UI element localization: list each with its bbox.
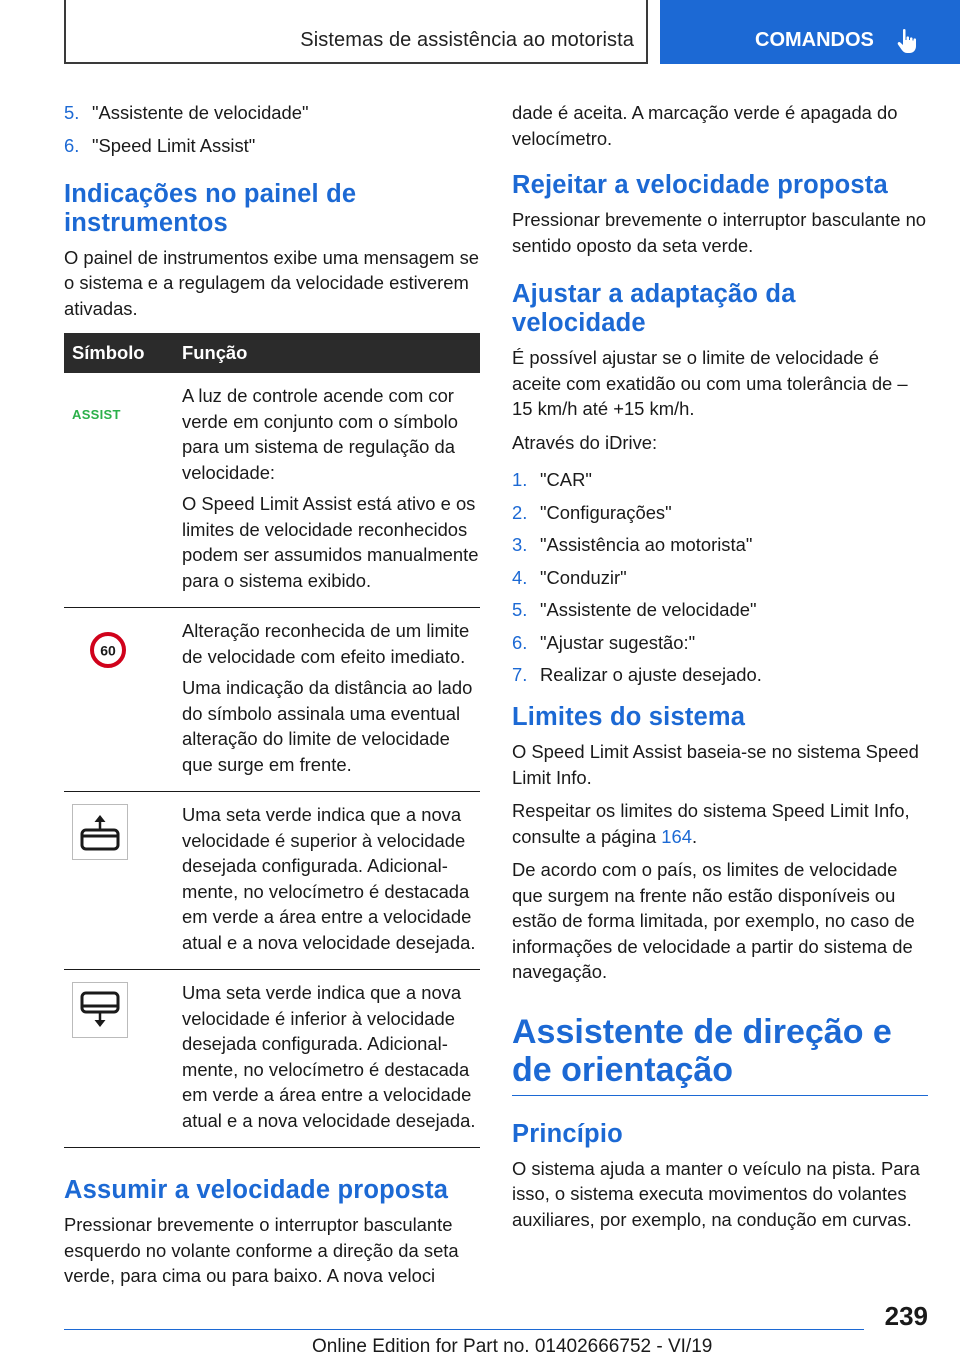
paragraph-rejeitar: Pressionar brevemente o interruptor basculante no sentido oposto da seta verde.: [512, 209, 927, 256]
header-chapter-title: Sistemas de assistência ao motorista: [300, 29, 634, 51]
page-reference-link[interactable]: 164: [661, 825, 692, 847]
paragraph-assumir: Pressionar brevemente o interruptor basculante esquerdo no volante conforme a direção da seta verde, para cima ou para baixo. A nova veloci: [64, 1214, 459, 1286]
heading-ajustar: Ajustar a adaptação da velocidade: [512, 280, 796, 337]
paragraph-ajustar: É possível ajustar se o limite de velocidade é aceite com exatidão ou com uma tolerância de – 15 km/h até +15 km/h.: [512, 347, 908, 419]
speed-limit-sign-icon: [90, 632, 126, 668]
function-cell: Alteração reconhecida de um limite de velocidade com efeito imediato. Uma indicação da distância ao lado do símbolo assinala uma eventual alteração do limite de velocidade que surge em frente.: [182, 608, 480, 792]
heading-assumir: Assumir a velocidade proposta: [64, 1176, 449, 1204]
footer-divider: [64, 1329, 864, 1330]
idrive-steps-list: [512, 467, 928, 687]
list-item: 2. "Configurações": [512, 501, 672, 523]
paragraph-continuation: dade é aceita. A marcação verde é apagada do velocímetro.: [512, 102, 898, 149]
header-section-label: COMANDOS: [755, 29, 874, 51]
function-cell: Uma seta verde indica que a nova velocidade é inferior à velocidade desejada configurada. Adicionalmente, no velocímetro é destacada em verde a área entre a velocidade atual e a nova velocidade desejada.: [182, 970, 480, 1148]
heading-assistente-direcao: Assistente de direção e de orientação: [512, 1013, 928, 1096]
list-item: 6. "Speed Limit Assist": [64, 134, 256, 156]
header-chapter-box: [64, 0, 648, 64]
list-item: 1. "CAR": [512, 469, 592, 490]
table-header-function: Função: [182, 333, 480, 373]
symbol-cell: [64, 373, 182, 608]
right-column: [512, 100, 928, 1240]
heading-rejeitar: Rejeitar a velocidade proposta: [512, 171, 888, 199]
footer-edition: Online Edition for Part no. 01402666752 - VI/19: [312, 1336, 713, 1357]
list-item: 3. "Assistência ao motorista": [512, 534, 753, 555]
paragraph-limites-1: O Speed Limit Assist baseia-se no sistema Speed Limit Info.: [512, 741, 919, 788]
table-row: [64, 792, 480, 970]
table-row: [64, 970, 480, 1148]
list-item: 4. "Conduzir": [512, 566, 627, 588]
arrow-up-speed-icon: [72, 804, 128, 860]
table-row: [64, 373, 480, 608]
heading-indicacoes: Indicações no painel de instrumentos: [64, 179, 357, 237]
page-number: 239: [884, 1301, 928, 1331]
symbol-table: [64, 333, 480, 1148]
paragraph-principio: O sistema ajuda a manter o veículo na pista. Para isso, o sistema executa movimentos do volantes auxiliares, por exemplo, na condução em curvas.: [512, 1157, 920, 1230]
assist-indicator-icon: ASSIST: [72, 407, 121, 422]
function-cell: Uma seta verde indica que a nova velocidade é superior à velocidade desejada configurada. Adicionalmente, no velocímetro é destacada em verde a área entre a velocidade atual e a nova velocidade desejada.: [182, 792, 480, 970]
left-column: [64, 100, 480, 1297]
speed-limit-value: 60: [100, 642, 116, 659]
list-item: 5. "Assistente de velocidade": [512, 599, 757, 620]
symbol-cell: [64, 970, 182, 1148]
list-item: 5. "Assistente de velocidade": [64, 102, 309, 123]
pointing-hand-icon: [896, 28, 920, 54]
paragraph-limites-2: Respeitar os limites do sistema Speed Limit Info, consulte a página 164.: [512, 800, 910, 847]
menu-path-list: [64, 100, 480, 158]
header-section-tab[interactable]: [660, 0, 960, 64]
symbol-cell: [64, 792, 182, 970]
paragraph-indicacoes: O painel de instrumentos exibe uma mensagem se o sistema e a regulagem da velocidade estiverem ativadas.: [64, 246, 480, 319]
table-row: [64, 608, 480, 792]
symbol-cell: [64, 608, 182, 792]
heading-principio: Princípio: [512, 1119, 623, 1148]
arrow-down-speed-icon: [72, 982, 128, 1038]
table-header-symbol: Símbolo: [64, 333, 182, 373]
heading-limites: Limites do sistema: [512, 703, 746, 731]
list-item: 7. Realizar o ajuste desejado.: [512, 664, 762, 685]
list-item: 6. "Ajustar sugestão:": [512, 631, 696, 653]
function-cell: A luz de controle acende com cor verde em conjunto com o símbolo para um sistema de regulação da velocidade: O Speed Limit Assist está ativo e os limites de velocidade reconhecidos podem ser assumidos manualmente para o sistema exibido.: [182, 373, 480, 608]
paragraph-limites-3: De acordo com o país, os limites de velocidade que surgem na frente não estão disponíveis ou estão de forma limitada, por exemplo, no caso de informações de velocidade a partir do sistema de navegação.: [512, 859, 915, 982]
paragraph-idrive: Através do iDrive:: [512, 431, 658, 453]
